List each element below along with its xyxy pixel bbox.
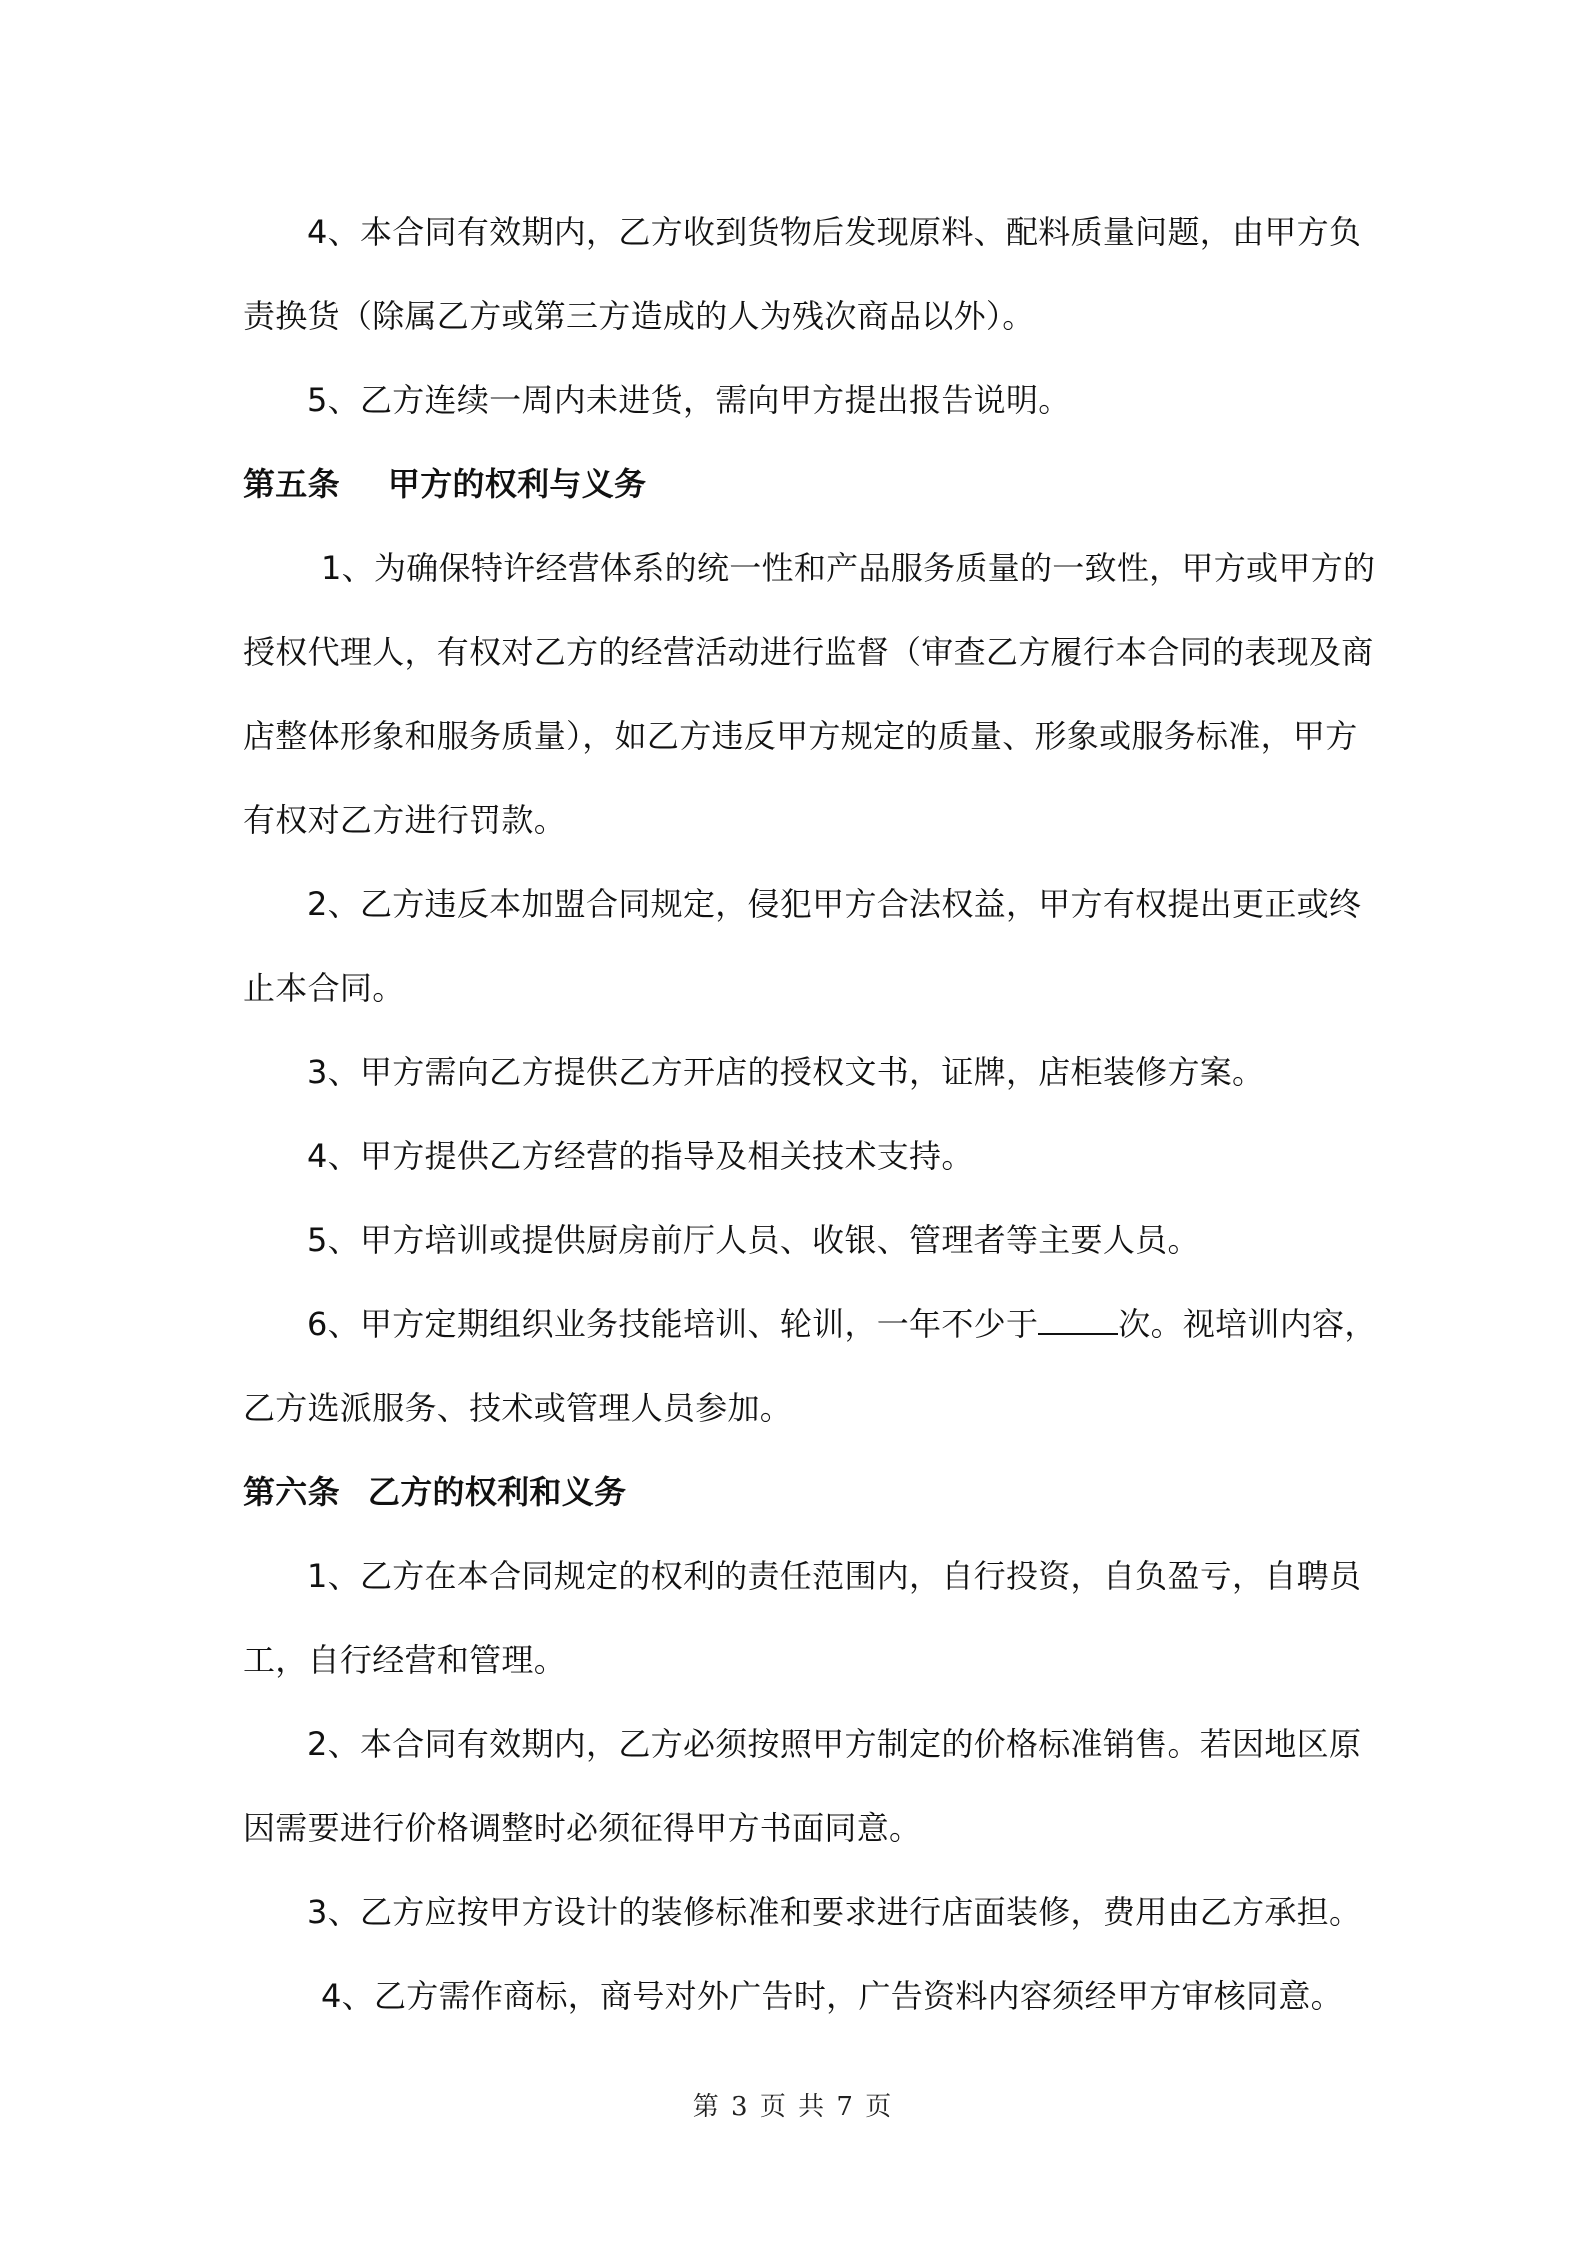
paragraph-line	[243, 1282, 1377, 1366]
paragraph-line: 4、本合同有效期内，乙方收到货物后发现原料、配料质量问题，由甲方负	[307, 213, 1362, 251]
paragraph-text: 6、甲方定期组织业务技能培训、轮训，一年不少于	[307, 1305, 1039, 1343]
paragraph-line: 4、乙方需作商标，商号对外广告时，广告资料内容须经甲方审核同意。	[321, 1977, 1343, 2015]
paragraph-line: 1、为确保特许经营体系的统一性和产品服务质量的一致性，甲方或甲方的	[321, 549, 1376, 587]
section-heading	[243, 442, 1353, 526]
paragraph-line: 因需要进行价格调整时必须征得甲方书面同意。	[243, 1809, 922, 1847]
section-title: 乙方的权利和义务	[367, 1473, 627, 1511]
paragraph-line: 责换货（除属乙方或第三方造成的人为残次商品以外）。	[243, 297, 1035, 335]
page-footer: 第 3 页 共 7 页	[692, 2092, 894, 2122]
paragraph-line: 止本合同。	[243, 969, 405, 1007]
page-body	[243, 190, 1377, 2038]
section-number: 第五条	[243, 465, 340, 503]
paragraph-line: 5、乙方连续一周内未进货，需向甲方提出报告说明。	[307, 381, 1071, 419]
section-heading	[243, 1450, 1353, 1534]
paragraph-line: 授权代理人，有权对乙方的经营活动进行监督（审查乙方履行本合同的表现及商	[243, 633, 1374, 671]
paragraph-line: 1、乙方在本合同规定的权利的责任范围内，自行投资，自负盈亏，自聘员	[307, 1557, 1362, 1595]
paragraph-line: 工，自行经营和管理。	[243, 1641, 567, 1679]
paragraph-line: 2、乙方违反本加盟合同规定，侵犯甲方合法权益，甲方有权提出更正或终	[307, 885, 1362, 923]
paragraph-line: 2、本合同有效期内，乙方必须按照甲方制定的价格标准销售。若因地区原	[307, 1725, 1362, 1763]
paragraph-line: 3、乙方应按甲方设计的装修标准和要求进行店面装修，费用由乙方承担。	[307, 1893, 1362, 1931]
paragraph-line: 有权对乙方进行罚款。	[243, 801, 567, 839]
paragraph-text: 次。视培训内容，	[1118, 1305, 1377, 1343]
fill-in-blank	[1038, 1305, 1118, 1335]
section-title: 甲方的权利与义务	[387, 465, 647, 503]
paragraph-line: 3、甲方需向乙方提供乙方开店的授权文书，证牌，店柜装修方案。	[307, 1053, 1265, 1091]
paragraph-line: 店整体形象和服务质量），如乙方违反甲方规定的质量、形象或服务标准，甲方	[243, 717, 1358, 755]
paragraph-line: 4、甲方提供乙方经营的指导及相关技术支持。	[307, 1137, 974, 1175]
section-number: 第六条	[243, 1473, 340, 1511]
paragraph-line: 5、甲方培训或提供厨房前厅人员、收银、管理者等主要人员。	[307, 1221, 1200, 1259]
paragraph-line: 乙方选派服务、技术或管理人员参加。	[243, 1389, 793, 1427]
